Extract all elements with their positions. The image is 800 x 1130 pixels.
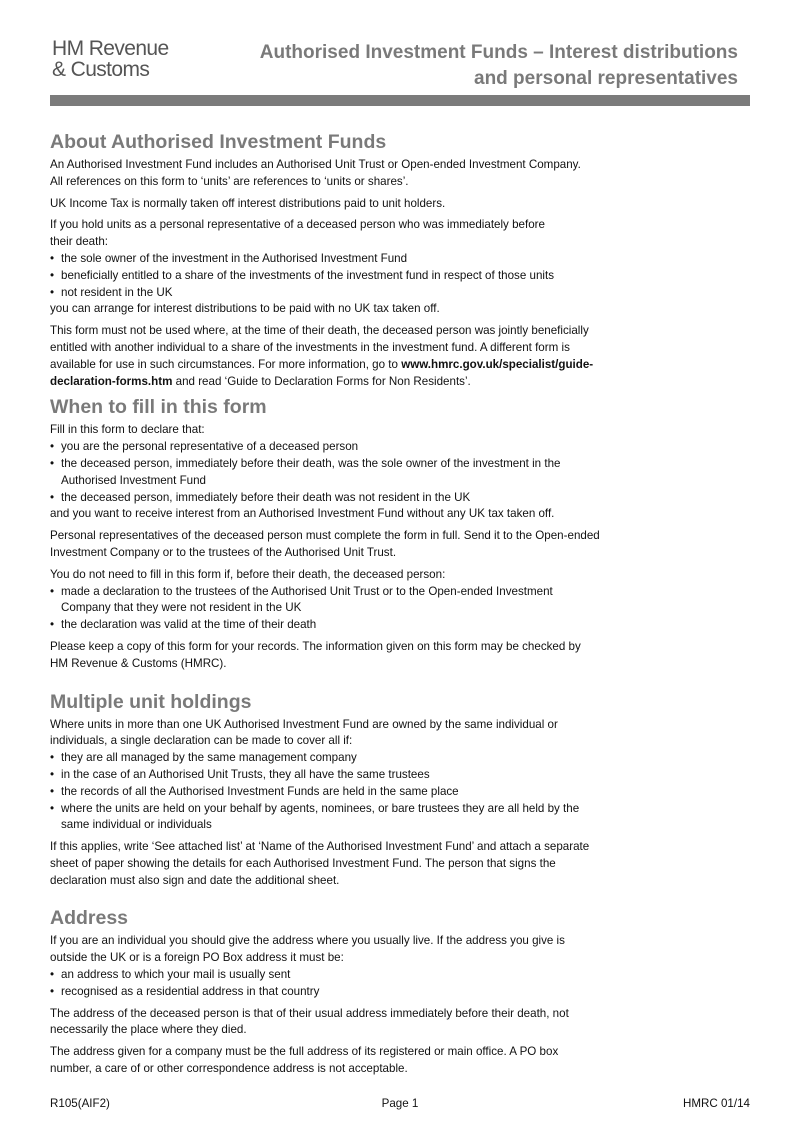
about-paragraph-4: you can arrange for interest distributions to be paid with no UK tax taken off. (50, 302, 440, 316)
address-bullet-list (50, 967, 750, 1001)
text-line (50, 357, 750, 374)
document-title-line-1: Authorised Investment Funds – Interest distributions (259, 42, 738, 63)
section-heading-when: When to fill in this form (50, 396, 267, 419)
bullet-icon: • (50, 784, 55, 798)
multiple-paragraph-1 (50, 717, 750, 751)
document-title-line-2: and personal representatives (474, 68, 738, 89)
address-paragraph-3 (50, 1044, 750, 1078)
text-fragment: available for use in such circumstances. For more information, go to (50, 357, 402, 371)
list-item (50, 285, 750, 302)
guide-link-part-1[interactable]: www.hmrc.gov.uk/specialist/guide- (401, 357, 594, 371)
list-item-text: made a declaration to the trustees of the Authorised Unit Trust or to the Open-ended Investment (61, 584, 553, 598)
text-line: individuals, a single declaration can be made to cover all if: (50, 734, 353, 748)
page-number: Page 1 (381, 1097, 419, 1110)
list-item-text: in the case of an Authorised Unit Trusts, they all have the same trustees (61, 767, 430, 781)
document-title (218, 40, 738, 92)
section-address (50, 906, 750, 1077)
list-item-text: not resident in the UK (61, 285, 173, 299)
list-item-text: the declaration was valid at the time of their death (61, 618, 317, 632)
list-item-text: Authorised Investment Fund (61, 473, 207, 487)
form-version: HMRC 01/14 (682, 1097, 750, 1110)
text-line: Personal representatives of the deceased person must complete the form in full. Send it to the Open-ended (50, 529, 600, 543)
list-item (50, 456, 750, 490)
list-item-text: the sole owner of the investment in the Authorised Investment Fund (61, 251, 408, 265)
bullet-icon: • (50, 984, 55, 998)
text-line: outside the UK or is a foreign PO Box address it must be: (50, 951, 344, 965)
text-line: declaration must also sign and date the additional sheet. (50, 873, 340, 887)
when-paragraph-3 (50, 528, 750, 562)
about-paragraph-3 (50, 217, 750, 251)
list-item-text: the records of all the Authorised Investment Funds are held in the same place (61, 784, 459, 798)
text-line: All references on this form to ‘units’ are references to ‘units or shares’. (50, 174, 409, 188)
list-item-text: the deceased person, immediately before their death was not resident in the UK (61, 490, 471, 504)
text-line: If you are an individual you should give the address where you usually live. If the address you give is (50, 934, 565, 948)
list-item (50, 750, 750, 767)
list-item (50, 584, 750, 618)
multiple-paragraph-2 (50, 839, 750, 889)
section-heading-about: About Authorised Investment Funds (50, 131, 387, 153)
bullet-icon: • (50, 440, 55, 454)
about-paragraph-5 (50, 323, 750, 390)
bullet-icon: • (50, 268, 55, 282)
text-line: The address of the deceased person is that of their usual address immediately before their death, not (50, 1006, 569, 1020)
list-item-text: an address to which your mail is usually sent (61, 968, 291, 982)
list-item (50, 984, 750, 1001)
about-paragraph-1 (50, 157, 750, 191)
section-heading-address: Address (50, 907, 129, 930)
list-item-text: same individual or individuals (61, 818, 212, 832)
list-item (50, 251, 750, 268)
address-paragraph-1 (50, 933, 750, 967)
bullet-icon: • (50, 251, 55, 265)
list-item (50, 490, 750, 507)
bullet-icon: • (50, 767, 55, 781)
list-item-text: you are the personal representative of a deceased person (61, 440, 359, 454)
bullet-icon: • (50, 584, 55, 598)
when-paragraph-4: You do not need to fill in this form if, before their death, the deceased person: (50, 567, 446, 581)
when-paragraph-2: and you want to receive interest from an Authorised Investment Fund without any UK tax taken off. (50, 507, 555, 521)
text-line: HM Revenue & Customs (HMRC). (50, 656, 227, 670)
text-line: Investment Company or to the trustees of the Authorised Unit Trust. (50, 545, 397, 559)
logo-line-2: & Customs (52, 58, 150, 81)
when-bullet-list (50, 439, 750, 506)
bullet-icon: • (50, 456, 55, 470)
page-content (50, 130, 750, 1083)
section-when (50, 395, 750, 672)
text-fragment: and read ‘Guide to Declaration Forms for Non Residents’. (172, 374, 471, 388)
list-item (50, 801, 750, 835)
bullet-icon: • (50, 751, 55, 765)
when-paragraph-1: Fill in this form to declare that: (50, 423, 205, 437)
list-item (50, 617, 750, 634)
text-line: An Authorised Investment Fund includes an Authorised Unit Trust or Open-ended Investment Company. (50, 158, 581, 171)
list-item-text: the deceased person, immediately before their death, was the sole owner of the investment in the (61, 456, 561, 470)
list-item-text: recognised as a residential address in that country (61, 984, 320, 998)
text-line: Where units in more than one UK Authorised Investment Fund are owned by the same individual or (50, 717, 558, 731)
list-item-text: Company that they were not resident in the UK (61, 601, 302, 615)
text-line: necessarily the place where they died. (50, 1023, 247, 1037)
text-line: their death: (50, 235, 109, 249)
logo-line-1: HM Revenue (52, 37, 169, 60)
about-paragraph-2: UK Income Tax is normally taken off interest distributions paid to unit holders. (50, 196, 446, 210)
text-line: number, a care of or other correspondence address is not acceptable. (50, 1062, 408, 1076)
guide-link-part-2[interactable]: declaration-forms.htm (50, 374, 173, 388)
list-item-text: they are all managed by the same management company (61, 751, 357, 765)
list-item-text: beneficially entitled to a share of the investments of the investment fund in respect of those units (61, 268, 555, 282)
list-item-text: where the units are held on your behalf by agents, nominees, or bare trustees they are all held by the (61, 801, 580, 815)
bullet-icon: • (50, 618, 55, 632)
list-item (50, 767, 750, 784)
text-line: If you hold units as a personal representative of a deceased person who was immediately before (50, 218, 545, 232)
text-line: sheet of paper showing the details for each Authorised Investment Fund. The person that signs the (50, 856, 556, 870)
text-line: The address given for a company must be the full address of its registered or main office. A PO box (50, 1045, 559, 1059)
text-line: Please keep a copy of this form for your records. The information given on this form may be checked by (50, 639, 581, 653)
text-line: If this applies, write ‘See attached list’ at ‘Name of the Authorised Investment Fund’ and attach a separate (50, 840, 590, 854)
bullet-icon: • (50, 968, 55, 982)
list-item (50, 268, 750, 285)
list-item (50, 967, 750, 984)
address-paragraph-2 (50, 1006, 750, 1040)
text-line (50, 374, 750, 391)
when-paragraph-5 (50, 639, 750, 673)
multiple-bullet-list (50, 750, 750, 834)
section-about (50, 130, 750, 390)
text-line: entitled with another individual to a share of the investments in the investment fund. A different form is (50, 340, 570, 354)
about-bullet-list (50, 251, 750, 301)
header-rule (50, 95, 750, 106)
hmrc-logo (52, 38, 169, 80)
form-code: R105(AIF2) (50, 1097, 110, 1110)
list-item (50, 439, 750, 456)
section-heading-multiple: Multiple unit holdings (50, 690, 252, 713)
section-multiple (50, 690, 750, 890)
list-item (50, 784, 750, 801)
bullet-icon: • (50, 801, 55, 815)
bullet-icon: • (50, 490, 55, 504)
text-line: This form must not be used where, at the time of their death, the deceased person was jointly beneficially (50, 324, 589, 338)
bullet-icon: • (50, 285, 55, 299)
when-bullet-list-2 (50, 584, 750, 634)
